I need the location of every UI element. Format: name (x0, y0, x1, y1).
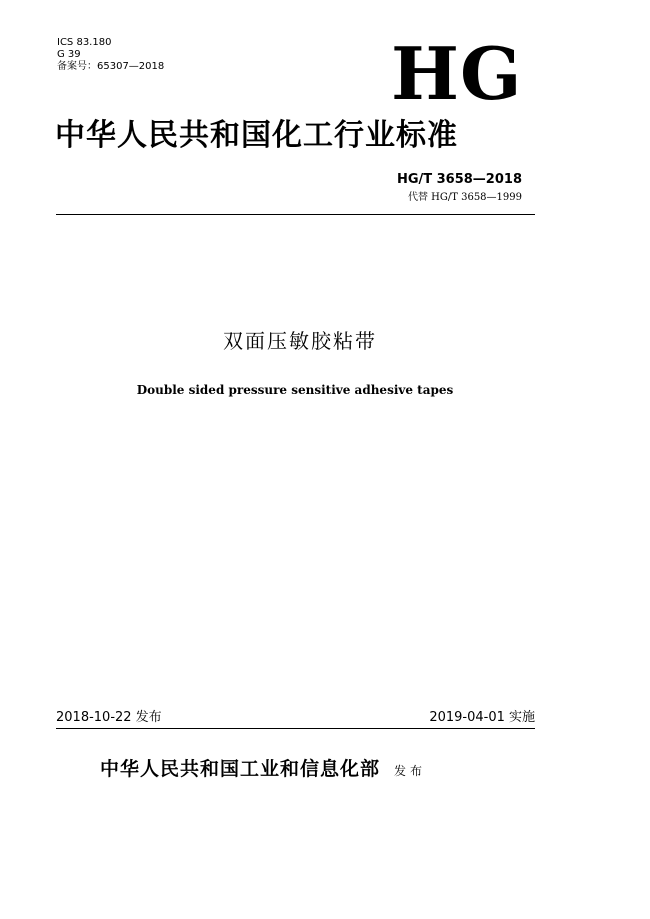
bottom-divider (56, 728, 535, 729)
document-title-english: Double sided pressure sensitive adhesive tapes (136, 383, 454, 397)
top-divider (56, 214, 535, 215)
replaces-standard: 代替 HG/T 3658—1999 (407, 192, 522, 203)
issuer-suffix: 发布 (394, 764, 427, 778)
issue-date: 2018-10-22 发布 (56, 710, 162, 725)
ccs-code: G 39 (57, 49, 81, 60)
standard-type-title: 中华人民共和国化工行业标准 (55, 118, 458, 153)
filing-number: 备案号：65307—2018 (57, 61, 165, 72)
issuer-name: 中华人民共和国工业和信息化部 (100, 758, 381, 780)
effective-date: 2019-04-01 实施 (429, 710, 535, 725)
hg-logo: HG (391, 31, 523, 116)
document-title-chinese: 双面压敏胶粘带 (223, 329, 377, 353)
issuer-block (100, 757, 426, 783)
standard-number: HG/T 3658—2018 (396, 172, 522, 187)
ics-code: ICS 83.180 (57, 37, 112, 48)
